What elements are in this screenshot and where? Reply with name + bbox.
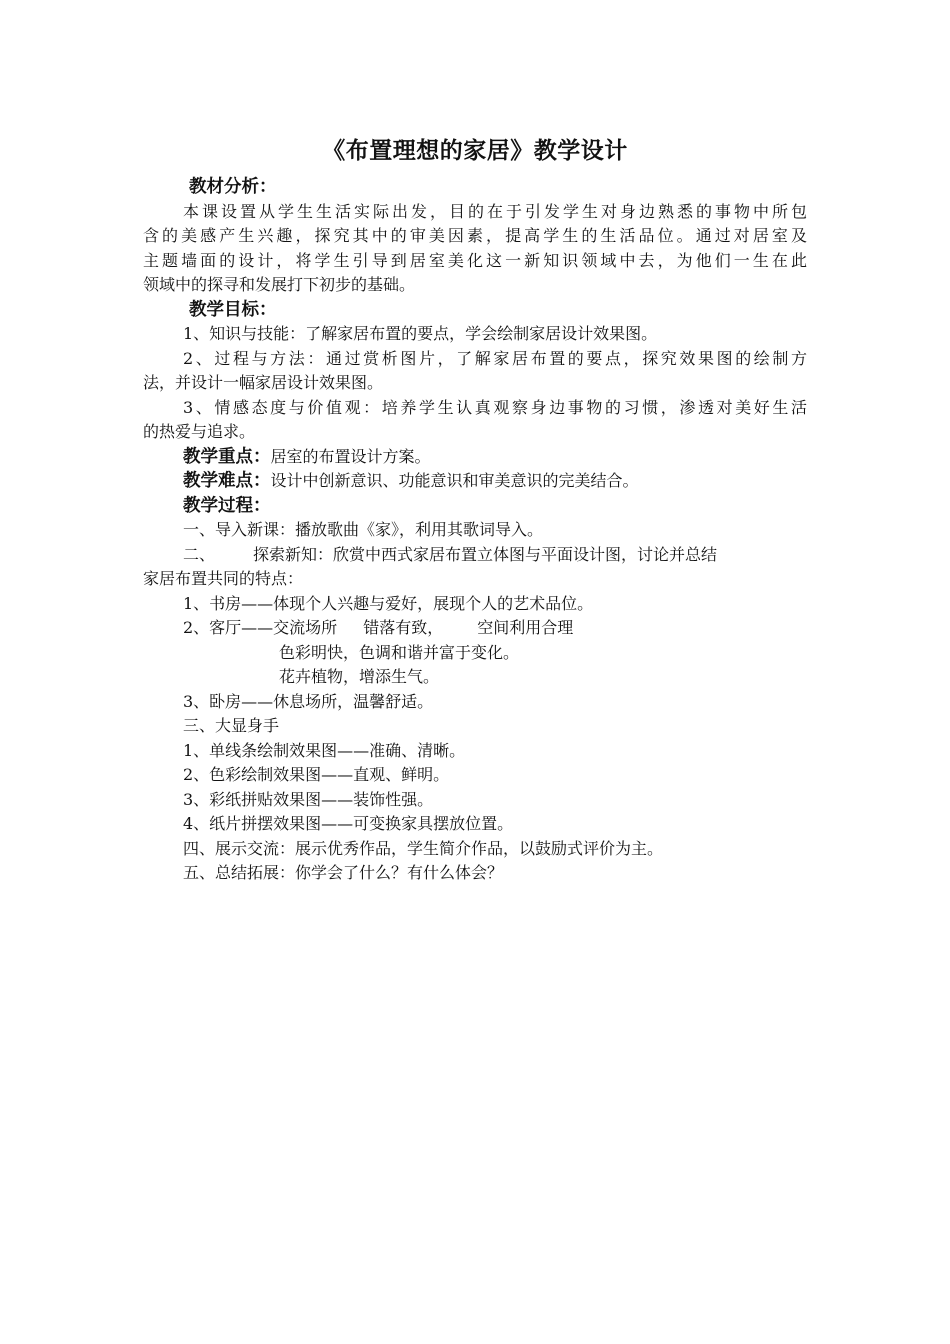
room-living-feature-1: 错落有致， (363, 618, 444, 637)
room-living (143, 616, 807, 641)
room-study: 1、书房——体现个人兴趣与爱好，展现个人的艺术品位。 (183, 593, 594, 613)
analysis-line-2: 含的美感产生兴趣，探究其中的审美因素，提高学生的生活品位。通过对居室及 (143, 226, 807, 245)
page-title: 《布置理想的家居》教学设计 (322, 138, 628, 164)
key-point-label: 教学重点： (183, 446, 271, 467)
section-heading-objectives: 教学目标： (189, 299, 277, 320)
section-heading-analysis: 教材分析： (189, 177, 277, 197)
room-living-feature-2: 空间利用合理 (477, 618, 574, 637)
room-living-label: 2、客厅——交流场所 (183, 618, 338, 637)
difficulty-text: 设计中创新意识、功能意识和审美意识的完美结合。 (270, 471, 639, 490)
process-step-1: 一、导入新课：播放歌曲《家》，利用其歌词导入。 (183, 520, 544, 539)
method-line-3: 3、彩纸拼贴效果图——装饰性强。 (183, 789, 434, 809)
room-living-feature-4: 花卉植物，增添生气。 (279, 667, 440, 686)
method-line-4: 4、纸片拼摆效果图——可变换家具摆放位置。 (183, 814, 514, 833)
process-step-2-number: 二、 (183, 544, 216, 564)
difficulty-label: 教学难点： (183, 471, 271, 491)
process-step-3: 三、大显身手 (183, 716, 280, 735)
objective-line-4: 3、情感态度与价值观：培养学生认真观察身边事物的习惯，渗透对美好生活 (183, 397, 807, 417)
analysis-line-4: 领域中的探寻和发展打下初步的基础。 (143, 275, 416, 294)
process-step-5: 五、总结拓展：你学会了什么？有什么体会？ (183, 863, 504, 882)
process-step-2-text: 探索新知：欣赏中西式家居布置立体图与平面设计图，讨论并总结 (253, 544, 718, 564)
document-body (143, 175, 807, 886)
key-point-text: 居室的布置设计方案。 (270, 446, 431, 466)
process-step-4: 四、展示交流：展示优秀作品，学生简介作品，以鼓励式评价为主。 (183, 838, 664, 858)
room-living-feature-3: 色彩明快，色调和谐并富于变化。 (279, 642, 520, 662)
key-point-line (143, 445, 807, 470)
room-bedroom: 3、卧房——休息场所，温馨舒适。 (183, 691, 434, 711)
difficulty-line (143, 469, 807, 494)
method-line-1: 1、单线条绘制效果图——准确、清晰。 (183, 740, 466, 760)
analysis-line-1: 本课设置从学生生活实际出发，目的在于引发学生对身边熟悉的事物中所包 (183, 201, 807, 221)
process-step-2 (143, 543, 807, 568)
process-step-2-continued: 家居布置共同的特点： (143, 569, 304, 588)
objective-line-3: 法，并设计一幅家居设计效果图。 (143, 373, 384, 392)
objective-line-5: 的热爱与追求。 (143, 422, 256, 441)
objective-line-2: 2、过程与方法：通过赏析图片，了解家居布置的要点，探究效果图的绘制方 (183, 348, 807, 368)
analysis-line-3: 主题墙面的设计，将学生引导到居室美化这一新知识领域中去，为他们一生在此 (143, 250, 807, 270)
section-heading-process: 教学过程： (183, 495, 271, 516)
objective-line-1: 1、知识与技能：了解家居布置的要点，学会绘制家居设计效果图。 (183, 324, 658, 343)
method-line-2: 2、色彩绘制效果图——直观、鲜明。 (183, 765, 450, 784)
